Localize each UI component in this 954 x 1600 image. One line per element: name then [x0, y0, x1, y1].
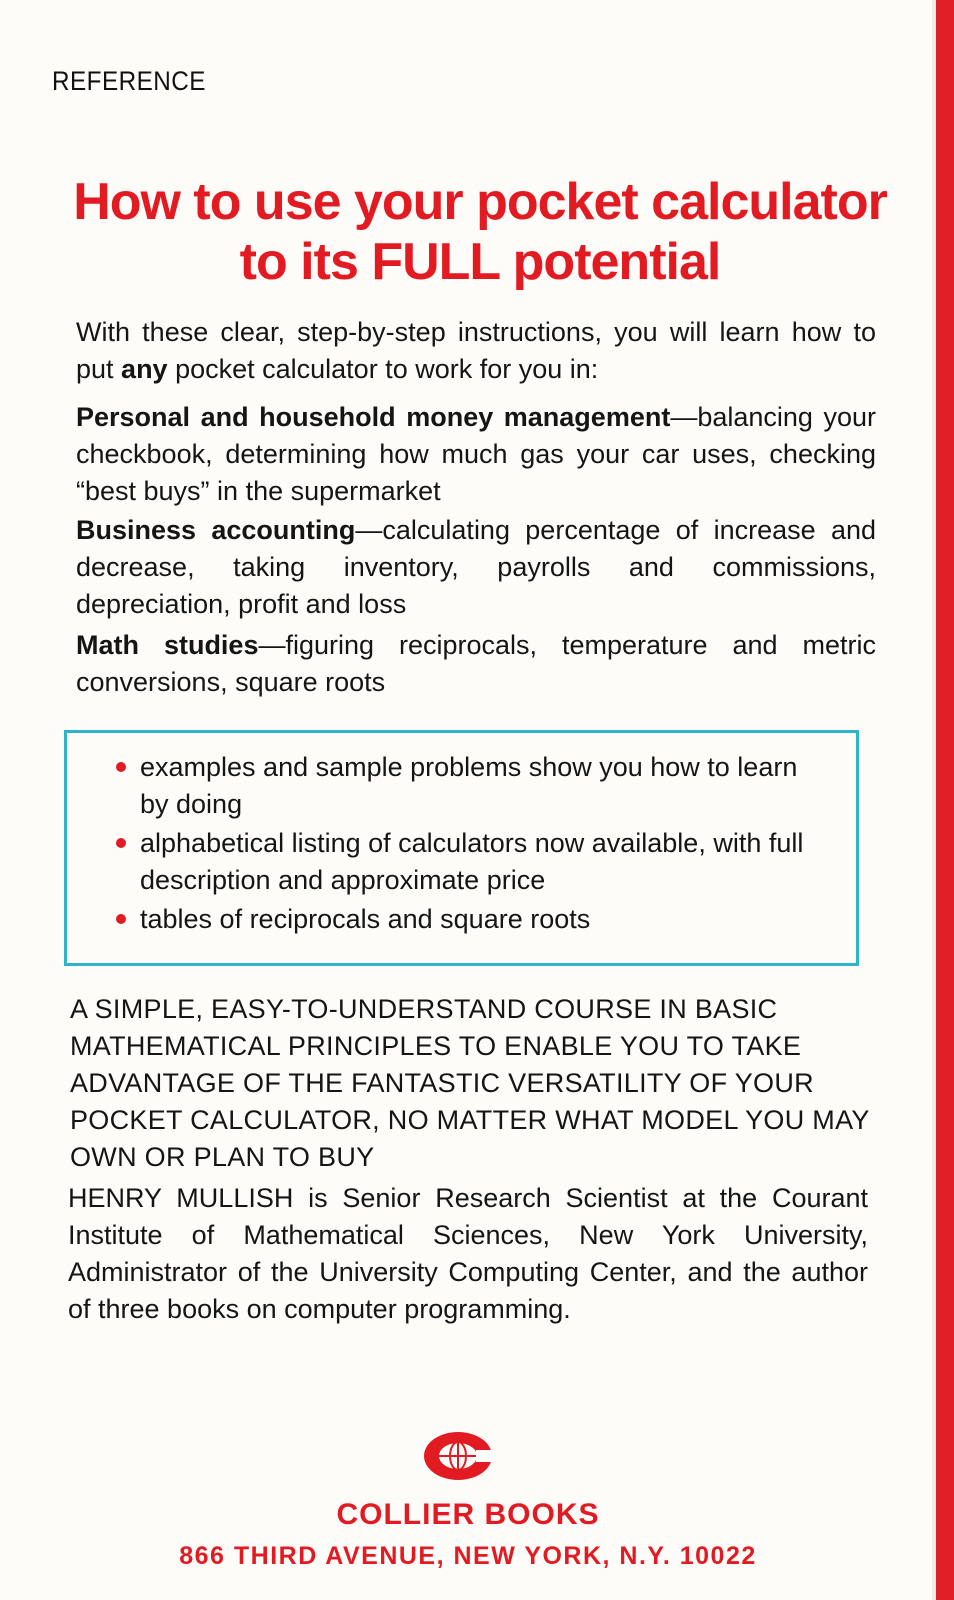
- category-label: REFERENCE: [52, 66, 206, 96]
- bullet-dot-icon: [116, 914, 126, 924]
- section-business-accounting: [76, 512, 876, 623]
- author-bio: HENRY MULLISH is Senior Research Scientist at the Courant Institute of Mathematical Sciences, New York University, Administrator of the University Computing Center, and the author of three books on computer programming.: [68, 1183, 868, 1324]
- section-title: Math studies: [76, 630, 259, 660]
- headline: [60, 172, 900, 292]
- bullet-dot-icon: [116, 838, 126, 848]
- section-text: —figuring reciprocals, temperature and metric conversions, square roots: [76, 630, 876, 697]
- list-item: [112, 825, 832, 899]
- intro-paragraph: [76, 314, 876, 388]
- intro-text-start: With these clear, step-by-step instructions, you will learn how to put: [76, 317, 876, 384]
- list-item: [112, 749, 832, 823]
- section-text: —balancing your checkbook, determining how much gas your car uses, checking “best buys” in the supermarket: [76, 402, 876, 506]
- bullet-dot-icon: [116, 762, 126, 772]
- section-money-management: [76, 399, 876, 510]
- publisher-name: COLLIER BOOKS: [336, 1498, 600, 1531]
- headline-line-2: to its FULL potential: [239, 233, 721, 291]
- publisher-address: 866 THIRD AVENUE, NEW YORK, N.Y. 10022: [179, 1542, 757, 1570]
- feature-text: alphabetical listing of calculators now available, with full description and approximate price: [140, 828, 804, 895]
- section-math-studies: [76, 627, 876, 701]
- section-title: Business accounting: [76, 515, 356, 545]
- headline-line-1: How to use your pocket calculator: [73, 173, 887, 231]
- intro-text-end: pocket calculator to work for you in:: [167, 354, 599, 384]
- red-spine-edge: [936, 0, 954, 1600]
- course-blurb: A SIMPLE, EASY-TO-UNDERSTAND COURSE IN BASIC MATHEMATICAL PRINCIPLES TO ENABLE YOU TO TAKE ADVANTAGE OF THE FANTASTIC VERSATILITY OF YOUR POCKET CALCULATOR, NO MATTER WHAT MODEL YOU MAY OWN OR PLAN TO BUY: [70, 994, 870, 1172]
- features-list: [112, 749, 832, 940]
- collier-globe-c-logo-icon: [422, 1430, 494, 1482]
- section-text: —calculating percentage of increase and decrease, taking inventory, payrolls and commissions, depreciation, profit and loss: [76, 515, 876, 619]
- intro-emphasis: any: [121, 354, 168, 384]
- feature-text: tables of reciprocals and square roots: [140, 904, 591, 934]
- section-title: Personal and household money management: [76, 402, 671, 432]
- list-item: [112, 901, 832, 938]
- feature-text: examples and sample problems show you how to learn by doing: [140, 752, 798, 819]
